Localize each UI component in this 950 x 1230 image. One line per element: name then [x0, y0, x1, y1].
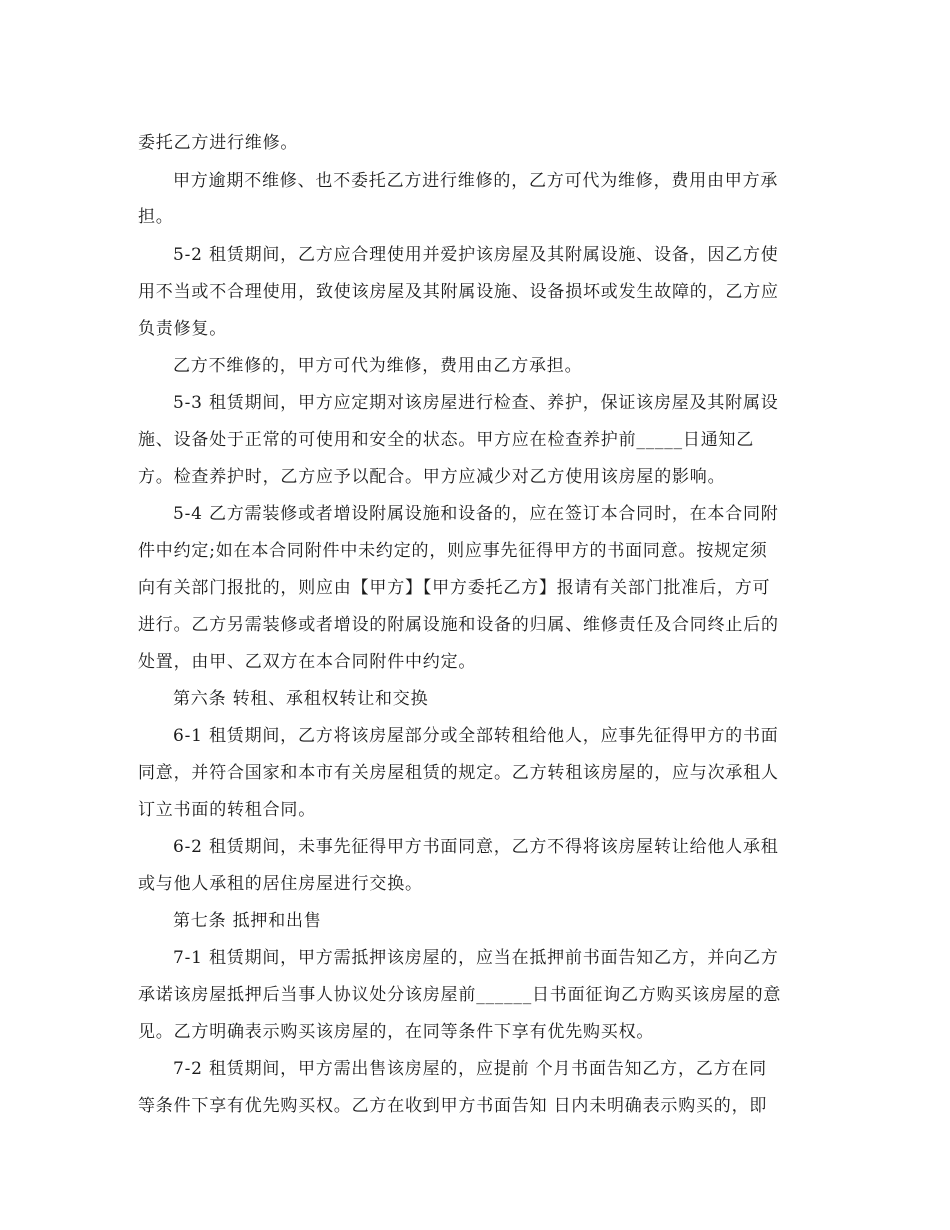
- text-line: 订立书面的转租合同。: [138, 800, 316, 820]
- text-line: 件中约定;如在本合同附件中未约定的，则应事先征得甲方的书面同意。按规定须: [138, 541, 768, 561]
- text-line: 5-2 租赁期间，乙方应合理使用并爱护该房屋及其附属设施、设备，因乙方使: [173, 245, 779, 265]
- text-line: 承诺该房屋抵押后当事人协议处分该房屋前______日书面征询乙方购买该房屋的意: [138, 985, 782, 1005]
- text-line: 委托乙方进行维修。: [138, 133, 299, 153]
- text-line: 负责修复。: [138, 319, 227, 339]
- text-line: 向有关部门报批的，则应由【甲方】【甲方委托乙方】报请有关部门批准后，方可: [138, 578, 771, 598]
- text-line: 7-2 租赁期间，甲方需出售该房屋的，应提前 个月书面告知乙方，乙方在同: [173, 1059, 767, 1079]
- section-heading: 第七条 抵押和出售: [173, 911, 322, 931]
- text-line: 甲方逾期不维修、也不委托乙方进行维修的，乙方可代为维修，费用由甲方承: [173, 171, 779, 191]
- text-line: 5-4 乙方需装修或者增设附属设施和设备的，应在签订本合同时，在本合同附: [173, 504, 779, 524]
- text-line: 6-2 租赁期间，未事先征得甲方书面同意，乙方不得将该房屋转让给他人承租: [173, 837, 779, 857]
- text-line: 或与他人承租的居住房屋进行交换。: [138, 874, 423, 894]
- text-line: 用不当或不合理使用，致使该房屋及其附属设施、设备损坏或发生故障的，乙方应: [138, 282, 779, 302]
- text-line: 5-3 租赁期间，甲方应定期对该房屋进行检查、养护，保证该房屋及其附属设: [173, 393, 779, 413]
- text-line: 同意，并符合国家和本市有关房屋租赁的规定。乙方转租该房屋的，应与次承租人: [138, 763, 779, 783]
- text-line: 施、设备处于正常的可使用和安全的状态。甲方应在检查养护前_____日通知乙: [138, 430, 755, 450]
- text-line: 等条件下享有优先购买权。乙方在收到甲方书面告知 日内未明确表示购买的，即: [138, 1096, 768, 1116]
- text-line: 进行。乙方另需装修或者增设的附属设施和设备的归属、维修责任及合同终止后的: [138, 615, 779, 635]
- text-line: 6-1 租赁期间，乙方将该房屋部分或全部转租给他人，应事先征得甲方的书面: [173, 726, 779, 746]
- text-line: 见。乙方明确表示购买该房屋的，在同等条件下享有优先购买权。: [138, 1022, 655, 1042]
- text-line: 方。检查养护时，乙方应予以配合。甲方应减少对乙方使用该房屋的影响。: [138, 467, 726, 487]
- text-line: 乙方不维修的，甲方可代为维修，费用由乙方承担。: [173, 356, 583, 376]
- section-heading: 第六条 转租、承租权转让和交换: [173, 689, 429, 709]
- text-line: 7-1 租赁期间，甲方需抵押该房屋的，应当在抵押前书面告知乙方，并向乙方: [173, 948, 779, 968]
- text-line: 处置，由甲、乙双方在本合同附件中约定。: [138, 652, 477, 672]
- text-line: 担。: [138, 207, 174, 227]
